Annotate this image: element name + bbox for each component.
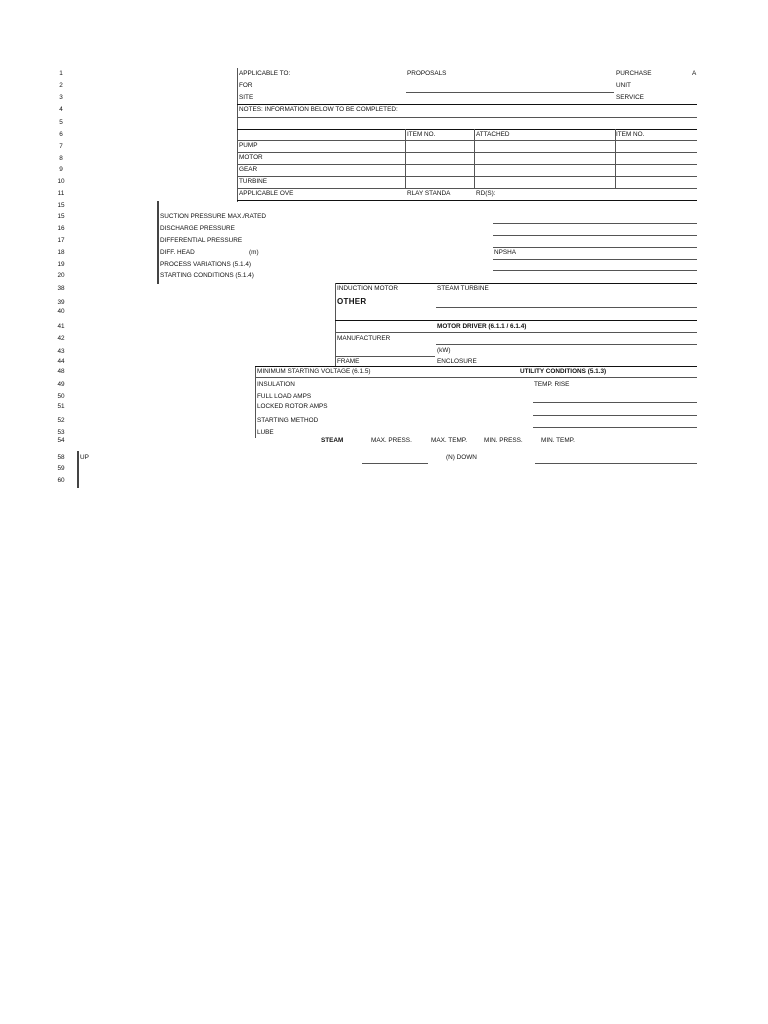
table-bottom-line xyxy=(237,200,697,201)
for-label: FOR xyxy=(239,82,253,89)
frame-label: FRAME xyxy=(337,358,360,365)
applicable-to-label: APPLICABLE TO: xyxy=(239,70,291,77)
row-number: 9 xyxy=(59,166,63,173)
row-number: 8 xyxy=(59,155,63,162)
row-number: 5 xyxy=(59,119,63,126)
insulation-label: INSULATION xyxy=(257,381,295,388)
temp-rise-line xyxy=(533,402,697,403)
suction-pressure-line xyxy=(493,223,697,224)
row-number: 4 xyxy=(59,106,63,113)
max-temp-label: MAX. TEMP. xyxy=(431,437,467,444)
table-row-label: PUMP xyxy=(239,142,258,149)
npsha-label: NPSHA xyxy=(494,249,517,256)
applicable-ove-label: APPLICABLE OVE xyxy=(239,190,294,197)
up-label: UP xyxy=(80,454,89,461)
process-variations-line xyxy=(493,270,697,271)
suction-pressure-label: SUCTION PRESSURE MAX./RATED xyxy=(160,213,267,220)
lube-label: LUBE xyxy=(257,429,274,436)
row-number: 51 xyxy=(57,403,65,410)
locked-rotor-line xyxy=(533,415,697,416)
col-item-no-2: ITEM NO. xyxy=(616,131,645,138)
rds-label: RD(S): xyxy=(476,190,496,197)
kw-label: (kW) xyxy=(437,347,451,354)
starting-conditions-label: STARTING CONDITIONS (5.1.4) xyxy=(160,272,254,279)
kw-line xyxy=(335,356,435,357)
min-press-label: MIN. PRESS. xyxy=(484,437,523,444)
full-load-amps-label: FULL LOAD AMPS xyxy=(257,393,312,400)
row-number: 7 xyxy=(59,143,63,150)
min-temp-label: MIN. TEMP. xyxy=(541,437,575,444)
row-number: 6 xyxy=(59,131,63,138)
table-col-divider xyxy=(474,129,475,189)
manufacturer-label: MANUFACTURER xyxy=(337,335,391,342)
row-number: 40 xyxy=(57,308,65,315)
proposals-underline xyxy=(406,92,614,93)
row-number: 52 xyxy=(57,417,65,424)
table-row-line xyxy=(237,140,697,141)
row-number: 59 xyxy=(57,465,65,472)
table-col-divider xyxy=(405,129,406,189)
header-left-border xyxy=(237,68,238,202)
row-number: 43 xyxy=(57,348,65,355)
driver-top-line xyxy=(335,283,697,284)
proposals-label: PROPOSALS xyxy=(407,70,447,77)
notes-bottom-line xyxy=(237,117,697,118)
down-line xyxy=(535,463,697,464)
row-number: 10 xyxy=(57,178,65,185)
row-number: 60 xyxy=(57,477,65,484)
footer-left-border xyxy=(77,451,79,488)
motor-driver-top-line xyxy=(335,320,697,321)
row-number: 42 xyxy=(57,335,65,342)
manufacturer-line xyxy=(436,344,697,345)
steam-turbine-label: STEAM TURBINE xyxy=(437,285,489,292)
row-number: 20 xyxy=(57,272,65,279)
col-attached: ATTACHED xyxy=(476,131,510,138)
table-row-label: MOTOR xyxy=(239,154,263,161)
other-label: OTHER xyxy=(337,297,367,306)
row-number: 50 xyxy=(57,393,65,400)
row-number: 2 xyxy=(59,82,63,89)
driver-left-border xyxy=(335,283,336,366)
row-number: 19 xyxy=(57,261,65,268)
notes-top-line xyxy=(237,104,697,105)
differential-pressure-line xyxy=(493,247,697,248)
row-number: 41 xyxy=(57,323,65,330)
row-number: 15 xyxy=(57,202,65,209)
row-number: 53 xyxy=(57,429,65,436)
up-line xyxy=(362,463,428,464)
diff-head-unit: (m) xyxy=(249,249,259,256)
max-press-label: MAX. PRESS. xyxy=(371,437,412,444)
starting-method-label: STARTING METHOD xyxy=(257,417,319,424)
table-row-label: GEAR xyxy=(239,166,258,173)
motor-driver-heading: MOTOR DRIVER (6.1.1 / 6.1.4) xyxy=(437,323,527,330)
service-label: SERVICE xyxy=(616,94,644,101)
unit-label: UNIT xyxy=(616,82,631,89)
site-label: SITE xyxy=(239,94,254,101)
steam-label: STEAM xyxy=(321,437,344,444)
row-number: 17 xyxy=(57,237,65,244)
row-number: 49 xyxy=(57,381,65,388)
electrical-top-line xyxy=(255,366,697,367)
row-number: 54 xyxy=(57,437,65,444)
row-number: 44 xyxy=(57,358,65,365)
process-variations-label: PROCESS VARIATIONS (5.1.4) xyxy=(160,261,252,268)
row-number: 3 xyxy=(59,94,63,101)
table-row-line xyxy=(237,164,697,165)
row-number: 1 xyxy=(59,70,63,77)
row-number: 16 xyxy=(57,225,65,232)
table-row-line xyxy=(237,188,697,189)
npsha-line xyxy=(493,259,697,260)
discharge-pressure-line xyxy=(493,235,697,236)
col-item-no: ITEM NO. xyxy=(407,131,436,138)
purchase-trail: A xyxy=(692,70,697,77)
row-number: 58 xyxy=(57,454,65,461)
min-voltage-line xyxy=(255,377,697,378)
other-line xyxy=(436,307,697,308)
row-number: 18 xyxy=(57,249,65,256)
discharge-pressure-label: DISCHARGE PRESSURE xyxy=(160,225,235,232)
row-number: 38 xyxy=(57,285,65,292)
purchase-label: PURCHASE xyxy=(616,70,652,77)
min-starting-voltage-label: MINIMUM STARTING VOLTAGE (6.1.5) xyxy=(257,368,371,375)
row-number: 48 xyxy=(57,368,65,375)
row-number: 39 xyxy=(57,299,65,306)
starting-method-line xyxy=(533,427,697,428)
row-number: 15 xyxy=(57,213,65,220)
down-label: (N) DOWN xyxy=(446,454,477,461)
utility-conditions-heading: UTILITY CONDITIONS (5.1.3) xyxy=(520,368,607,375)
table-row-label: TURBINE xyxy=(239,178,268,185)
row-number: 11 xyxy=(57,190,65,197)
induction-motor-label: INDUCTION MOTOR xyxy=(337,285,398,292)
enclosure-label: ENCLOSURE xyxy=(437,358,477,365)
table-col-divider xyxy=(615,129,616,189)
table-top-line xyxy=(237,129,697,130)
conditions-left-border xyxy=(157,201,159,284)
temp-rise-label: TEMP. RISE xyxy=(534,381,570,388)
locked-rotor-amps-label: LOCKED ROTOR AMPS xyxy=(257,403,328,410)
table-row-line xyxy=(237,176,697,177)
motor-driver-bottom-line xyxy=(335,332,697,333)
differential-pressure-label: DIFFERENTIAL PRESSURE xyxy=(160,237,243,244)
notes-label: NOTES: INFORMATION BELOW TO BE COMPLETED: xyxy=(239,106,398,113)
table-row-line xyxy=(237,152,697,153)
diff-head-label: DIFF. HEAD xyxy=(160,249,195,256)
rlay-standa-label: RLAY STANDA xyxy=(407,190,451,197)
